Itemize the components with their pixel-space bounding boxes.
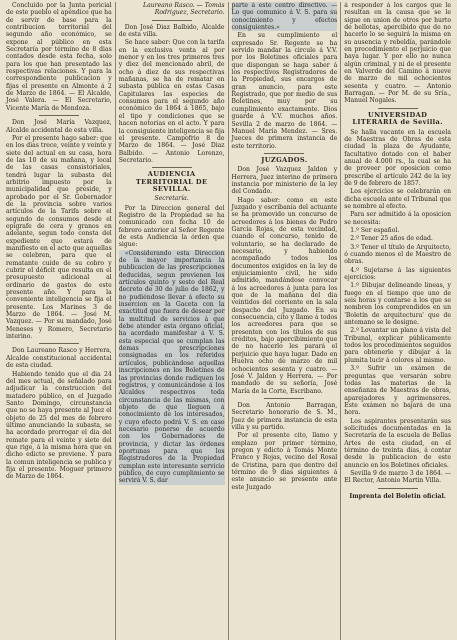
article-paragraph: «Considerando esta Direccion de la mayor importancia la publicacion de las prescripciones deducidas, segun previenen los artículos quinto y sesto del Real decreto de 30 de julio de 1862, y no pudiéndose llevar á efecto su insercion en la Gaceta con la exactitud que fuera de desear por la multitud de servicios á que debe atender esta órgano oficial, ha acordado manifestar á V. S. esta especial que se cumplan las demas prescripciones consignadas en los referidos artículos, publicándose aquellas inscripciones en los Boletines de las provincias donde radiquen los registros, y comunicándose á los Alcaldes respectivos toda circunstancia de las mismas, con objeto de que lleguen á conocimiento de los interesados, y cuyo efecto podrá V. S. en caso necesario ponerse de acuerdo con los Gobernadores de provincia, y dictar las órdenes oportunas para que los Registradores de la Propiedad cumplan este interesante servicio público, de cuyo cumplimiento se servirá V. S. dar	[118, 249, 225, 485]
section-heading: JUZGADOS.	[261, 155, 308, 164]
column-2	[116, 2, 229, 640]
section-divider	[264, 398, 304, 399]
article-paragraph: Para ser admitido á la oposicion se necesita:	[344, 211, 451, 226]
section-heading: AUDIENCIA TERRITORIAL DE SEVILLA.	[135, 170, 208, 193]
section-divider	[264, 153, 304, 154]
article-paragraph: Los ejercicios se celebrarán en dicha escuela ante el Tribunal que se nombre al efecto.	[344, 188, 451, 210]
column-4	[341, 2, 454, 640]
article-paragraph: Don José Vazquez Jaldon y Herrera, Juez interino de primera instancia por ministerio de la ley del Condado.	[231, 166, 338, 196]
article-paragraph: 3.º Tener el título de Arquitecto, ó cuando menos el de Maestro de obras.	[344, 243, 451, 266]
section-divider	[152, 20, 192, 21]
article-paragraph: Por el presente cito, llamo y emplazo por primer término, pregon y edicto á Tomás Monte Franco y Rojas, vecino del Rosal de Cristina, para que dentro del término de 9 dias siguientes á este anuncio se presente ante este Juzgado	[231, 432, 338, 491]
article-paragraph: 3.º Sufrir un exámen de preguntas que versarán sobre todas las materias de la enseñanza de Maestras de obras, aparejadores y agrimensores. Este exámen no bajará de una hora.	[344, 365, 451, 417]
article-paragraph: Habiendo tenido que el dia 24 del mes actual, de señalado para adjudicar la construccion del matadero público, en el Juzgado Santo Domingo, circunstancia que no se haya presente al Juez el objeto de 25 del mes de febrero último anunciando la subasta, se ha acordado prorrogar el dia del remate para el veinte y siete del que rige, á la misma hora que en dicho edicto se previene. Y para la comun inteligencia se publica y fija el presente. Moguer primero de Marzo de 1864.	[6, 370, 112, 481]
article-paragraph: 4.º Sujetarse á las siguientes ejercicios:	[344, 266, 451, 282]
article-paragraph: Sevilla 9 de marzo 3 de 1864. — El Rector, Antonio Martin Villa.	[344, 469, 451, 485]
article-paragraph: Hago saber: como en este Juzgado y escribanía del actuante se ha promovido un concurso de acreedores á los bienes de Pedro García Rojas, de esta vecindad, cuando el concurso, tenido de voluntario, se ha declarado de necesario, y habiendo acompañado todos los documentos exigidos en la ley de enjuiciamiento civil, he sido admitido, mandándose convocar á los acreedores á junta para los que de la mañana del dia veintidos del corriente en la sala despacho del Juzgado. En su consecuencia, cito y llamo á todos los acreedores para que se presenten con los títulos de sus créditos, bajo apercibimiento que de no hacerlo les parará el perjuicio que haya lugar. Dado en Huelva ocho de marzo de mil ochocientos sesenta y cuatro. — José V. Jaldon y Herrera. — Por mandado de su señoría, José María de la Corte, Escribano.	[231, 196, 338, 395]
article-paragraph: Concluido por la Junta pericial de este pueblo el apéndice que ha de servir de base para la contribucion territorial del segundo año económico, se expone al público en esta Secretaría por término de 8 dias contados desde esta fecha, solo para los que han presentado las respectivas relaciones. Y para la correspondiente publicacion y fijas el presente en Almonte á 2 de Marzo de 1864. — El Alcalde, José Valera. — El Secretario, Vicente María de Mendoza.	[6, 2, 112, 112]
article-paragraph: Por la Direccion general del Registro de la Propiedad se ha comunicado con fecha 10 de febrero anterior al Señor Regente de esta Audiencia la órden que sigue:	[118, 204, 225, 249]
article-paragraph: 1.º Dibujar delineando lineas, y fuego en el tiempo que uno de seis horas y contarse a los que se nombren los comprendidos en un 'Boletín de arquitectura' que de antemano se le designe.	[344, 282, 451, 327]
section-subheading: Secretaría.	[154, 195, 189, 203]
section-divider	[378, 488, 418, 489]
article-paragraph: parte á este centro directivo. — Lo que comunico á V. S. para su conocimiento y efectos consiguientes.»	[231, 2, 338, 32]
printer-imprint: Imprenta del Boletin oficial.	[349, 492, 446, 500]
article-paragraph: 2.º Tener 25 años de edad.	[350, 235, 433, 243]
article-paragraph: En su cumplimiento el expresado Sr. Regente se ha servido mandar la circule á V.V. por los Boletines oficiales para que dispongan se haga saber á los respectivos Registradores de la Propiedad, sus encargos de gran anuncio, para este Registrado, que por medio de sus Boletines, muy por su cumplimiento exactamente. Dios guarde á V.V. muchos años. Sevilla 2 de marzo de 1864. — Manuel María Mendez. — Sres. Jueces de primera instancia de este territorio.	[231, 32, 338, 150]
column-1	[3, 2, 116, 640]
article-paragraph: 1.º Ser español.	[350, 226, 400, 234]
article-paragraph: Don Laureano Rasco y Herrera, Alcalde constitucional accidental de esta ciudad.	[6, 347, 112, 370]
signature-line: Laureano Rasco. — Tomás Rodriguez, Secretario.	[143, 2, 225, 17]
section-heading: UNIVERSIDAD LITERARIA de Sevilla.	[352, 110, 443, 127]
article-paragraph: 2.º Levantar un plano á vista del Tribunal, explicar públicamente todos los procedimientos seguidos para obtenerle y dibujar á la plumita lucir á colores al mismo.	[344, 327, 451, 364]
article-paragraph: Don José María Vazquez, Alcalde accidental de esta villa.	[6, 119, 112, 134]
article-paragraph: Don José Diaz Balbido, Alcalde de esta villa.	[118, 23, 225, 39]
section-divider	[39, 115, 79, 116]
section-divider	[378, 108, 418, 109]
section-divider	[152, 167, 192, 168]
article-paragraph: á responder á los cargos que le resultan en la causa que se le sigue en union de otros por hurto de bellotas, apercibido que de no hacerlo lo se seguirá la misma en su ausencia y rebeldía, parándole en procedimiento el perjuicio que haya lugar. Y por ello no nunca algún criminal, y ni de el presente en Valverde del Camino á nueve de marzo de mil ochocientos sesenta y cuatro. — Antonio Barragan. — Por M. de su Sría., Manuel Nogales.	[344, 2, 451, 105]
article-paragraph: Los aspirantes presentarán sus solicitudes documentadas en la Secretaría de la escuela de Bellas Artes de esta ciudad, en el término de treinta dias, á contar desde la publicacion de este anuncio en los Boletines oficiales.	[344, 417, 451, 469]
article-paragraph: Se halla vacante en la escuela de Maestras de Obras de esta ciudad la plaza de Ayudante, facultativo dotado con el haber anual de 4.000 rs., la cual se ha de proveer por oposicion como prescribe el artículo 242 de la ley de 9 de febrero de 1857.	[344, 128, 451, 187]
article-paragraph: Se hace saber: Que con la tarifa en la exclusiva venta al por menor y en los tres primeros tres y diez del mencionado abril, de ocho á diez de sus respectivas mañanas, se ha de rematar en subasta pública en estas Casas Capitulares las especies de consumos para el segundo año económico de 1864 á 1865, bajo el tipo y condiciones que se hacen notorias en el acto. Y para la consiguiente inteligencia se fija el presente. Campofrio 8 de Marzo de 1864. — José Diaz Balbido. — Antonio Lorenzo, Secretario.	[118, 39, 225, 164]
article-paragraph: Por el presente hago saber: que en los dias trece, veinte y veinte y siete del actual en su casa, hora de las 10 de su mañana, y local de las casas consistoriales, tendrá lugar la subasta del arbitrio impuesto por la municipalidad que preside, y aprobado por el Sr. Gobernador de la provincia sobre varios artículos de la Tarifa sobre el segundo de consumos desde el epígrafe de cera y granos en adelante, segun todo consta del expediente que estará de manifiesto en el acto que aquellas se celebren, para que el rematante cuide de su cobro y cubrir el déficit que resulta en el presupuesto adicional al ordinario de gastos de este presente año. Y para la conveniente inteligencia se fija el presente. Los Marines 3 de Marzo de 1864. — José M. Vazquez. — Por su mandado, José Meneses y Romero, Secretario interino.	[6, 134, 112, 341]
section-divider	[39, 343, 79, 344]
column-3	[229, 2, 342, 640]
article-paragraph: Don Antonio Barragan, Secretario honorario de S. M., Juez de primera instancia de esta villa y su partido.	[231, 401, 338, 431]
